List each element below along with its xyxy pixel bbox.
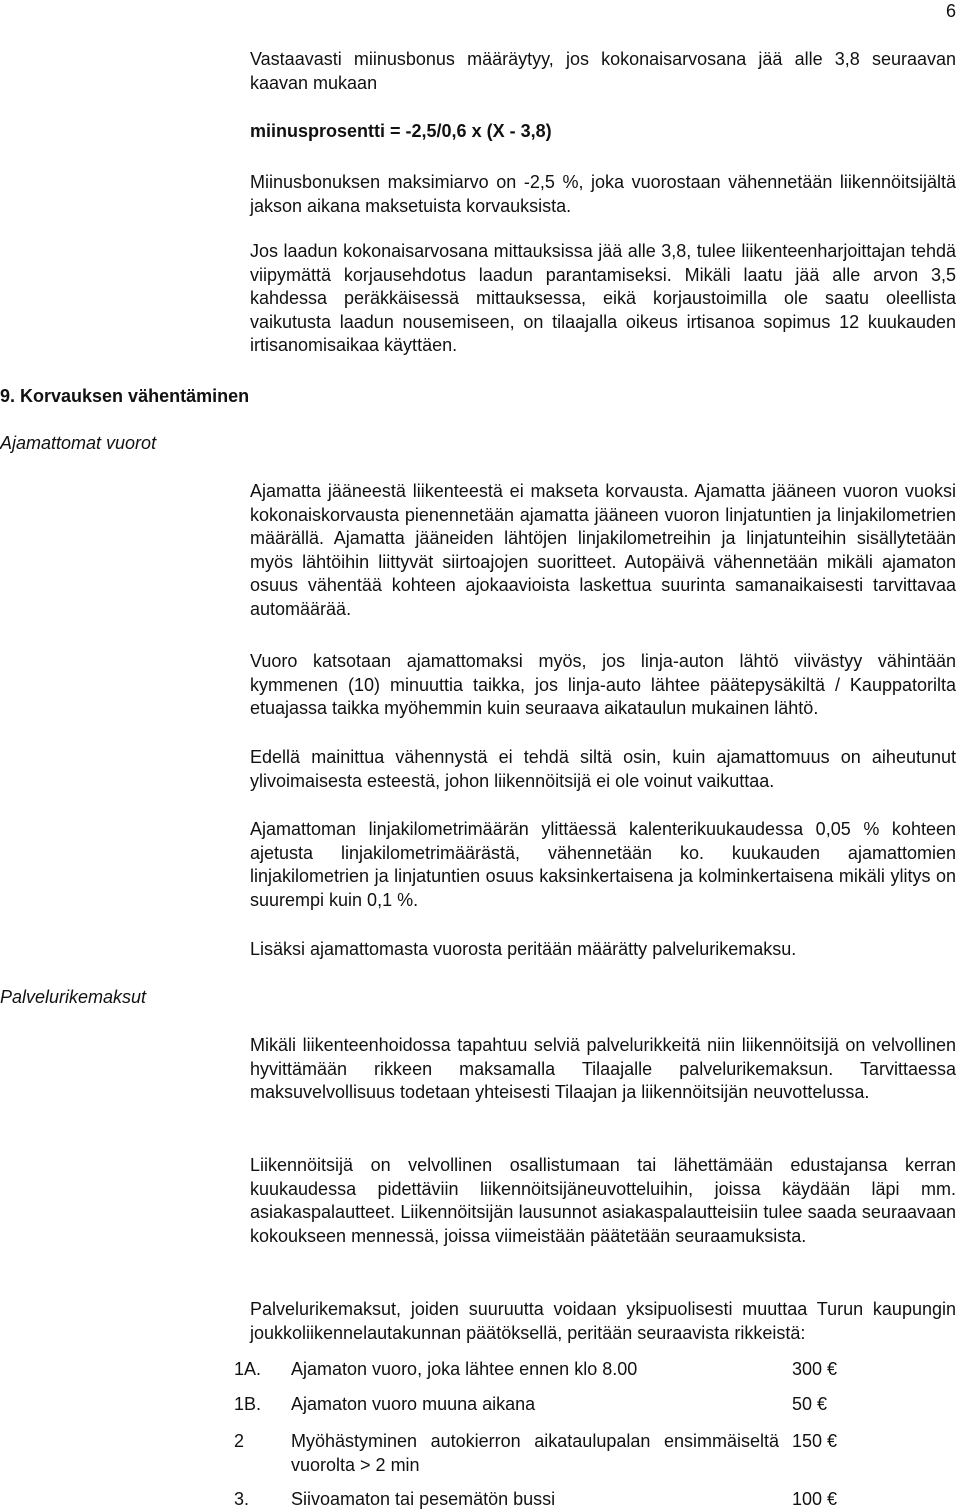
fee-description: Ajamaton vuoro muuna aikana — [291, 1394, 536, 1414]
paragraph-unscheduled-1: Ajamatta jääneestä liikenteestä ei makseta korvausta. Ajamatta jääneen vuoron vuoksi kokonaiskorvausta pienennetään ajamatta jääneen vuoron linjatuntien ja linjakilometrien määrällä. Ajamatta jääneiden lähtöjen linjakilometreihin ja linjatunteihin sisällytetään myös lähtöihin liittyvät siirtoajojen suoritteet. Autopäivä vähennetään mikäli ajamaton osuus vähentää kohteen ajokaavioista laskettua suurinta samanaikaisesti tarvittavaa automäärää. — [250, 481, 956, 619]
fee-row — [234, 1358, 960, 1382]
fee-code: 1A. — [234, 1359, 262, 1379]
fee-description: Ajamaton vuoro, joka lähtee ennen klo 8.00 — [291, 1359, 638, 1379]
paragraph-fees-3: Palvelurikemaksut, joiden suuruutta voidaan yksipuolisesti muuttaa Turun kaupungin joukkoliikennelautakunnan päätöksellä, peritään seuraavista rikkeistä: — [250, 1299, 956, 1343]
fee-row — [234, 1393, 960, 1417]
fee-code: 1B. — [234, 1394, 262, 1414]
paragraph-minus-bonus-max: Miinusbonuksen maksimiarvo on -2,5 %, joka vuorostaan vähennetään liikennöitsijältä jakson aikana maksetuista korvauksista. — [250, 172, 956, 216]
fee-description: Siivoamaton tai pesemätön bussi — [291, 1489, 556, 1509]
paragraph-quality-below: Jos laadun kokonaisarvosana mittauksissa jää alle 3,8, tulee liikenteenharjoittajan tehdä viipymättä korjausehdotus laadun parantamiseksi. Mikäli laatu jää alle arvon 3,5 kahdessa peräkkäisessä mittauksessa, eikä korjaustoimilla ole saatu oleellista vaikutusta laadun nousemiseen, on tilaajalla oikeus irtisanoa sopimus 12 kuukauden irtisanomisaikaa käyttäen. — [250, 241, 956, 355]
paragraph-unscheduled-4: Ajamattoman linjakilometrimäärän ylittäessä kalenterikuukaudessa 0,05 % kohteen ajetusta linjakilometrimäärästä, vähennetään ko. kuukauden ajamattomien linjakilometrien ja linjatuntien osuus kaksinkertaisena ja kolminkertaisena mikäli ylitys on suurempi kuin 0,1 %. — [250, 819, 956, 910]
fee-amount: 300 € — [792, 1359, 838, 1379]
fee-amount: 150 € — [792, 1431, 838, 1451]
fee-row — [234, 1488, 960, 1512]
fee-amount: 50 € — [792, 1394, 828, 1414]
fee-row — [234, 1430, 960, 1475]
fee-description: Myöhästyminen autokierron aikataulupalan ensimmäiseltä vuorolta > 2 min — [291, 1431, 779, 1475]
subheading-unscheduled: Ajamattomat vuorot — [0, 433, 157, 453]
paragraph-unscheduled-5: Lisäksi ajamattomasta vuorosta peritään määrätty palvelurikemaksu. — [250, 939, 797, 959]
subheading-fees: Palvelurikemaksut — [0, 987, 147, 1007]
fee-amount: 100 € — [792, 1489, 838, 1509]
paragraph-minus-bonus-intro: Vastaavasti miinusbonus määräytyy, jos kokonaisarvosana jää alle 3,8 seuraavan kaavan mukaan — [250, 49, 956, 93]
page-number: 6 — [945, 1, 956, 21]
paragraph-fees-1: Mikäli liikenteenhoidossa tapahtuu selviä palvelurikkeitä niin liikennöitsijä on velvollinen hyvittämään rikkeen maksamalla Tilaajalle palvelurikemaksun. Tarvittaessa maksuvelvollisuus todetaan yhteisesti Tilaajan ja liikennöitsijän neuvottelussa. — [250, 1035, 956, 1102]
paragraph-unscheduled-3: Edellä mainittua vähennystä ei tehdä siltä osin, kuin ajamattomuus on aiheutunut ylivoimaisesta esteestä, johon liikennöitsijä ei ole voinut vaikuttaa. — [250, 747, 956, 791]
paragraph-unscheduled-2: Vuoro katsotaan ajamattomaksi myös, jos linja-auton lähtö viivästyy vähintään kymmenen (10) minuuttia taikka, jos linja-auto lähtee päätepysäkiltä / Kauppatorilta etuajassa taikka myöhemmin kuin seuraava aikataulun mukainen lähtö. — [250, 651, 956, 718]
paragraph-fees-2: Liikennöitsijä on velvollinen osallistumaan tai lähettämään edustajansa kerran kuukaudessa pidettäviin liikennöitsijäneuvotteluihin, joissa käydään läpi mm. asiakaspalautteet. Liikennöitsijän lausunnot asiakaspalautteisiin tulee saada seuraavaan kokoukseen mennessä, joissa viimeistään päätetään seuraamuksista. — [250, 1155, 956, 1246]
formula: miinusprosentti = -2,5/0,6 x (X - 3,8) — [250, 121, 552, 141]
fee-code: 2 — [234, 1431, 245, 1451]
fee-code: 3. — [234, 1489, 250, 1509]
section-heading: 9. Korvauksen vähentäminen — [0, 386, 250, 406]
